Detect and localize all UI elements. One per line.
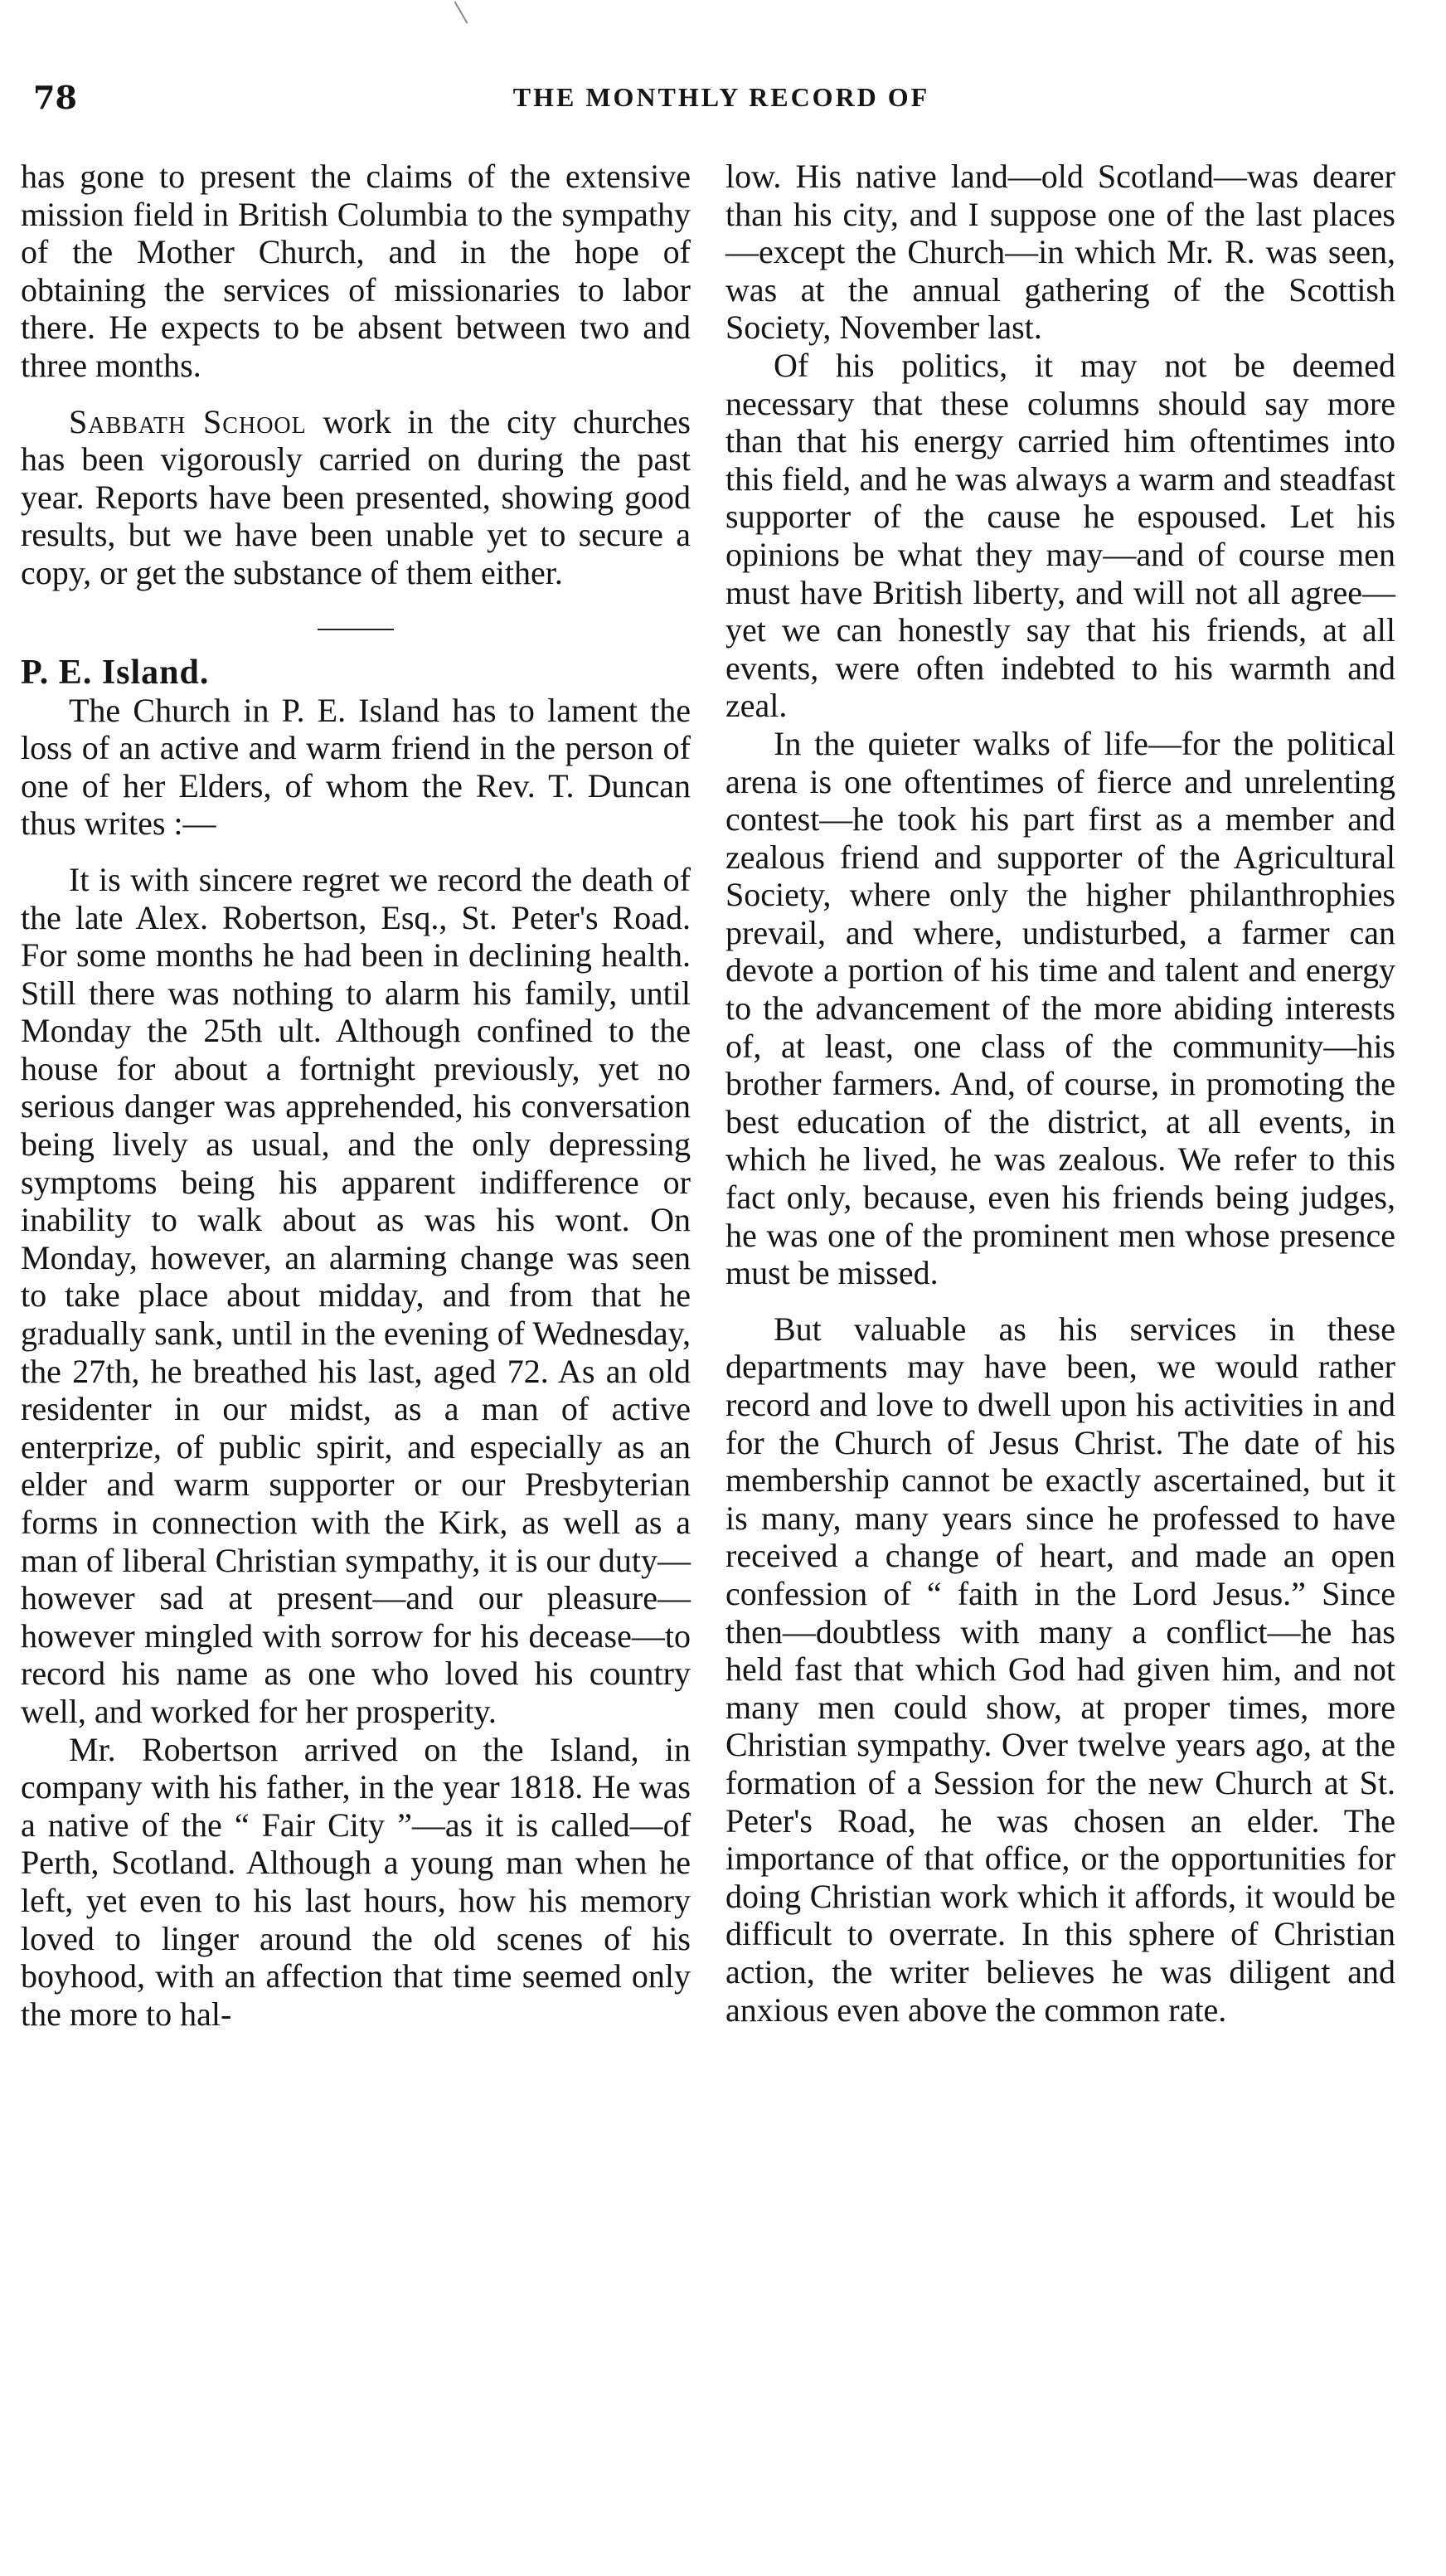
right-column	[725, 158, 1395, 2029]
page-number: 78	[33, 79, 77, 116]
paragraph-sabbath-school	[21, 403, 691, 592]
paragraph-native-land: low. His native land—old Scotland—was dearer than his city, and I suppose one of the last places—except the Church—in which Mr. R. was seen, was at the annual gathering of the Scottish Society, November last.	[725, 158, 1395, 347]
left-column	[21, 158, 691, 2033]
paragraph-politics: Of his politics, it may not be deemed necessary that these columns should say more than that his energy carried him oftentimes into this field, and he was always a warm and steadfast supporter of the cause he espoused. Let his opinions be what they may—and of course men must have British liberty, and will not all agree—yet we can honestly say that his friends, at all events, were often indebted to his warmth and zeal.	[725, 346, 1395, 725]
paragraph-mission-continuation: has gone to present the claims of the extensive mission field in British Columbia to the sympathy of the Mother Church, and in the hope of obtaining the services of missionaries to labor there. He expects to be absent between two and three months.	[21, 158, 691, 384]
paragraph-church-service: But valuable as his services in these departments may have been, we would rather record and love to dwell upon his activities in and for the Church of Jesus Christ. The date of his membership cannot be exactly ascertained, but it is many, many years since he professed to have received a change of heart, and made an open confession of “ faith in the Lord Jesus.” Since then—doubtless with many a conflict—he has held fast that which God had given him, and not many men could show, at proper times, more Christian sympathy. Over twelve years ago, at the formation of a Session for the new Church at St. Peter's Road, he was chosen an elder. The importance of that office, or the opportunities for doing Christian work which it affords, it would be difficult to overrate. In this sphere of Christian action, the writer believes he was diligent and anxious even above the common rate.	[725, 1310, 1395, 2029]
paragraph-arrival: Mr. Robertson arrived on the Island, in company with his father, in the year 1818. He was a native of the “ Fair City ”—as it is called—of Perth, Scotland. Although a young man when he left, yet even to his last hours, how his memory loved to linger around the old scenes of his boyhood, with an affection that time seemed only the more to hal-	[21, 1730, 691, 2033]
sabbath-school-text: work in the city churches has been vigorously carried on during the past year. Reports have been presented, showing good results, but we have been unable yet to secure a copy, or get the substance of them either.	[21, 402, 691, 591]
paragraph-death-notice: It is with sincere regret we record the death of the late Alex. Robertson, Esq., St. Peter's Road. For some months he had been in declining health. Still there was nothing to alarm his family, until Monday the 25th ult. Although confined to the house for about a fortnight previously, yet no serious danger was apprehended, his conversation being lively as usual, and the only depressing symptoms being his apparent indifference or inability to walk about as was his wont. On Monday, however, an alarming change was seen to take place about midday, and from that he gradually sank, until in the evening of Wednesday, the 27th, he breathed his last, aged 72. As an old residenter in our midst, as a man of active enterprize, of public spirit, and especially as an elder and warm supporter or our Presbyterian forms in connection with the Kirk, as well as a man of liberal Christian sympathy, it is our duty—however sad at present—and our pleasure—however mingled with sorrow for his decease—to record his name as one who loved his country well, and worked for her prosperity.	[21, 860, 691, 1730]
page-header	[33, 79, 1410, 129]
paragraph-quieter-walks: In the quieter walks of life—for the political arena is one oftentimes of fierce and unrelenting contest—he took his part first as a member and zealous friend and supporter of the Agricultural Society, where only the higher philanthrophies prevail, and where, undisturbed, a farmer can devote a portion of his time and talent and energy to the advancement of the more abiding interests of, at least, one class of the community—his brother farmers. And, of course, in promoting the best education of the district, at all events, in which he lived, he was zealous. We refer to this fact only, because, even his friends being judges, he was one of the prominent men whose presence must be missed.	[725, 724, 1395, 1292]
paragraph-church-laments: The Church in P. E. Island has to lament the loss of an active and warm friend in the person of one of her Elders, of whom the Rev. T. Duncan thus writes :—	[21, 691, 691, 843]
section-heading: P. E. Island.	[21, 653, 210, 692]
section-divider	[318, 629, 394, 630]
running-title: THE MONTHLY RECORD OF	[512, 82, 930, 112]
scan-mark	[454, 2, 468, 24]
sabbath-school-lead: Sabbath School	[69, 402, 307, 440]
